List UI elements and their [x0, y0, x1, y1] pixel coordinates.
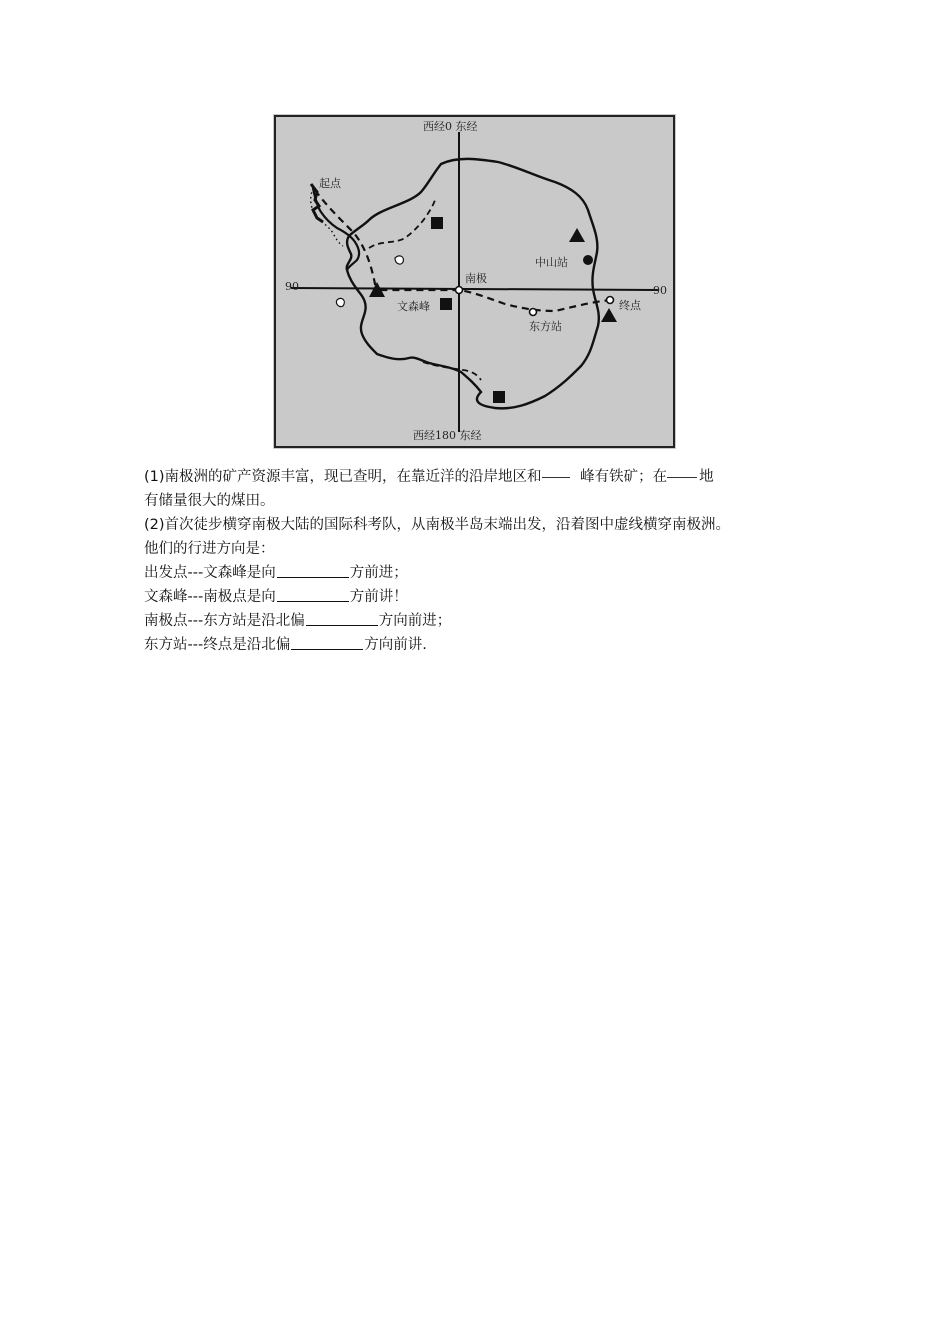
- route-4: 东方站---终点是沿北偏 方向前讲.: [144, 633, 834, 657]
- map-svg: [273, 114, 676, 449]
- route-3: 南极点---东方站是沿北偏 方向前进；: [144, 609, 834, 633]
- vostok-label: 东方站: [529, 320, 562, 333]
- q1-line2: 有储量很大的煤田。: [144, 493, 275, 509]
- route-2: 文森峰---南极点是向 方前讲！: [144, 585, 834, 609]
- q1-line1: (1)南极洲的矿产资源丰富，现已查明，在靠近洋的沿岸地区和 峰有铁矿；在 地: [144, 469, 714, 485]
- coal-square-north: [431, 217, 443, 229]
- south-pole-marker: [456, 287, 463, 294]
- answer-blank-route-3[interactable]: [306, 610, 378, 626]
- q2-line1: (2)首次徒步横穿南极大陆的国际科考队，从南极半岛末端出发，沿着图中虚线横穿南极洲。: [144, 517, 731, 533]
- vostok-station-marker: [530, 309, 537, 316]
- zhongshan-station-marker: [583, 255, 593, 265]
- answer-blank-peak[interactable]: [542, 468, 570, 478]
- right-degree-label: 90: [653, 284, 667, 297]
- south-pole-label: 南极: [465, 272, 487, 285]
- start-label: 起点: [319, 177, 341, 190]
- question-text: [144, 465, 834, 657]
- q2-line2: 他们的行进方向是：: [144, 541, 275, 557]
- antarctica-map: [273, 114, 676, 449]
- coal-square-center: [440, 298, 452, 310]
- end-point-marker: [607, 297, 614, 304]
- vinson-label: 文森峰: [397, 300, 430, 313]
- top-meridian-label: 西经0 东经: [423, 120, 478, 133]
- answer-blank-route-4[interactable]: [291, 634, 363, 650]
- bottom-meridian-label: 西经180 东经: [413, 429, 482, 442]
- coal-square-south: [493, 391, 505, 403]
- answer-blank-coal[interactable]: [667, 468, 697, 478]
- answer-blank-route-1[interactable]: [277, 562, 349, 578]
- zhongshan-label: 中山站: [535, 256, 568, 269]
- answer-blank-route-2[interactable]: [277, 586, 349, 602]
- route-1: 出发点---文森峰是向 方前进；: [144, 561, 834, 585]
- left-degree-label: 90: [285, 280, 299, 293]
- end-label: 终点: [619, 299, 641, 312]
